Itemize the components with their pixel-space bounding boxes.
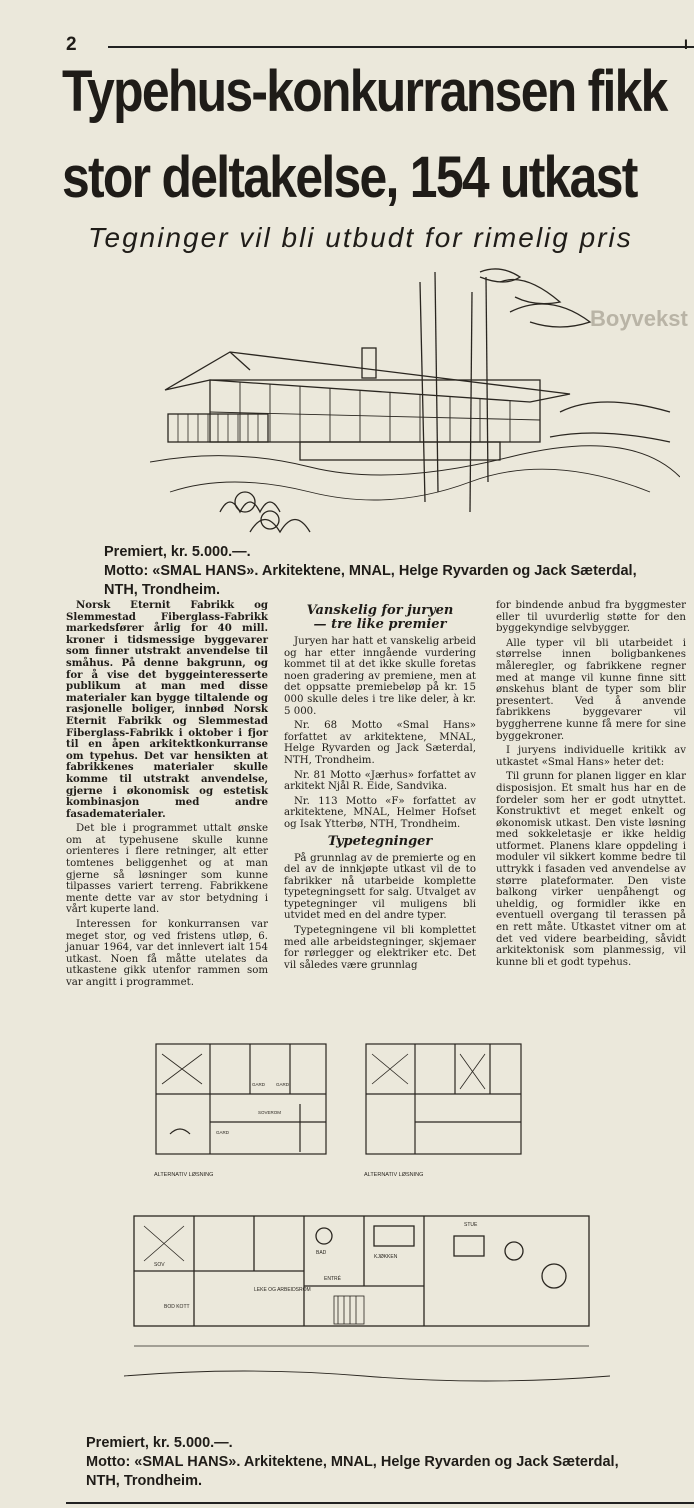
paragraph: Nr. 81 Motto «Jærhus» forfattet av arkitekt Njål R. Eide, Sandvika. — [284, 769, 476, 793]
house-sketch-illustration — [150, 262, 680, 542]
paragraph: På grunnlag av de premierte og en del av de innkjøpte utkast vil de to fabrikker nå utarbeide komplette typetegningsett for salg. Utvalget av typetegninger vil muligens bli utvidet med en del andre typer. — [284, 852, 476, 922]
headline-line-1: Typehus-konkurransen fikk — [62, 59, 667, 124]
room-label: GARD — [216, 1130, 230, 1135]
room-label: GARD — [252, 1082, 266, 1087]
paragraph: Til grunn for planen ligger en klar disposisjon. Et smalt hus har en de fordeler som her er godt utnyttet. Konstruktivt et meget enkelt og økonomisk utkast. Den viste løsning med sokkeletasje er ikke heldig utformet. Planens klare oppdeling i moduler vil sikkert komme bedre til uttrykk i fasaden ved anvendelse av større plateformater. Den viste balkong virker uenpåhengt og uheldig, og formidler ikke en eventuell overgang til terassen på en rett måte. Utkastet vitner om at det ved videre bearbeiding, såvidt arkitektonisk som planmessig, vil kunne bli et godt typehus. — [496, 771, 686, 968]
paragraph: Nr. 68 Motto «Smal Hans» forfattet av arkitektene, MNAL, Helge Ryvarden og Jack Sæterdal, NTH, Trondheim. — [284, 720, 476, 766]
paragraph: Nr. 113 Motto «F» forfattet av arkitektene, MNAL, Helmer Hofset og Isak Ytterbø, NTH, Trondheim. — [284, 795, 476, 830]
subheading — [284, 604, 476, 632]
room-label: SOV — [154, 1262, 165, 1268]
subheading-line: Vanskelig for juryen — [306, 603, 454, 618]
caption-location: NTH, Trondheim. — [86, 1473, 202, 1489]
article-column-1 — [66, 600, 268, 992]
plan-label: ALTERNATIV LØSNING — [154, 1172, 214, 1178]
paragraph: Det ble i programmet uttalt ønske om at typehusene skulle kunne orienteres i flere retninger, alt etter tomtenes beliggenhet og at man gjerne så løsninger som kunne tilpasses variert terreng. Fabrikkene mente dette var av stor betydning i vårt kuperte land. — [66, 823, 268, 916]
subheading-line: — tre like premier — [313, 617, 447, 632]
paragraph: I juryens individuelle kritikk av utkastet «Smal Hans» heter det: — [496, 745, 686, 768]
room-label: ENTRÉ — [324, 1276, 341, 1282]
room-label: LEKE OG ARBEIDSROM — [254, 1287, 311, 1293]
paragraph: Typetegningene vil bli komplettet med alle arbeidstegninger, skjemaer for rørlegger og elektriker etc. Det vil således være grunnlag — [284, 925, 476, 971]
caption-prize: Premiert, kr. 5.000.—. — [104, 544, 251, 560]
article-column-3 — [496, 600, 686, 971]
lead-paragraph: Norsk Eternit Fabrikk og Slemmestad Fiberglass-Fabrikk markedsfører årlig for 40 mill. kroner i tidsmessige byggevarer som finner utstrakt anvendelse til småhus. På denne bakgrunn, og for å vise det byggeinteresserte publikum at man med disse materialer kan bygge tiltalende og rasjonelle boliger, innbød Norsk Eternit Fabrikk og Slemmestad Fiberglass-Fabrikk i oktober i fjor til en åpen arkitektkonkurranse om typehus. Det var hensikten at fabrikkenes materialer skulle komme til utstrakt anvendelse, gjerne i økonomisk og estetisk kombinasjon med andre fasadematerialer. — [66, 599, 268, 820]
plan-label: ALTERNATIV LØSNING — [364, 1172, 424, 1178]
paragraph: Interessen for konkurransen var meget stor, og ved fristens utløp, 6. januar 1964, var det innlevert ialt 154 utkast. Noen få måtte utelates da utkastene gikk utenfor rammen som var angitt i programmet. — [66, 919, 268, 988]
room-label: KJØKKEN — [374, 1254, 398, 1260]
deck-subtitle: Tegninger vil bli utbudt for rimelig pris — [88, 222, 633, 253]
floor-plan-alternative-2 — [360, 1034, 530, 1182]
header-rule — [108, 46, 694, 48]
caption-motto: Motto: «SMAL HANS». Arkitektene, MNAL, Helge Ryvarden og Jack Sæterdal, — [104, 563, 637, 579]
edge-mark: I — [684, 36, 688, 52]
caption-prize: Premiert, kr. 5.000.—. — [86, 1435, 233, 1451]
bleed-through-text: Boyvekst — [590, 306, 688, 331]
footer-rule — [66, 1502, 694, 1504]
paragraph: Alle typer vil bli utarbeidet i størrelse innen boligbankenes måleregler, og fabrikkene regner med at mange vil kunne finne sitt ønskehus blant de typer som blir presentert. Ved å anvende fabrikkens byggevarer vil byggherrene kunne få mere for sine byggekroner. — [496, 637, 686, 742]
illustration-caption-top — [104, 543, 684, 600]
subheading: Typetegninger — [327, 833, 433, 849]
paragraph: Juryen har hatt et vanskelig arbeid og har etter inngående vurdering kommet til at det ikke skulle foretas noen gradering av premiene, men at det oppsatte premiebeløp på kr. 15 000 skulle deles i tre like deler, à kr. 5 000. — [284, 636, 476, 717]
paragraph: for bindende anbud fra byggmester eller til uvurderlig støtte for den byggekyndige selvbygger. — [496, 600, 686, 635]
room-label: BAD — [316, 1250, 327, 1256]
room-label: STUE — [464, 1222, 478, 1228]
floor-plan-alternative-1 — [150, 1034, 335, 1182]
illustration-caption-bottom — [86, 1434, 686, 1491]
caption-location: NTH, Trondheim. — [104, 582, 220, 598]
floor-plan-main — [124, 1196, 610, 1406]
page-number: 2 — [66, 34, 77, 55]
headline-line-2: stor deltakelse, 154 utkast — [62, 145, 637, 210]
room-label: GARD — [276, 1082, 290, 1087]
room-label: BOD KOTT — [164, 1304, 190, 1310]
article-column-2 — [284, 600, 476, 974]
caption-motto: Motto: «SMAL HANS». Arkitektene, MNAL, Helge Ryvarden og Jack Sæterdal, — [86, 1454, 619, 1470]
room-label: SOVEROM — [258, 1110, 282, 1115]
